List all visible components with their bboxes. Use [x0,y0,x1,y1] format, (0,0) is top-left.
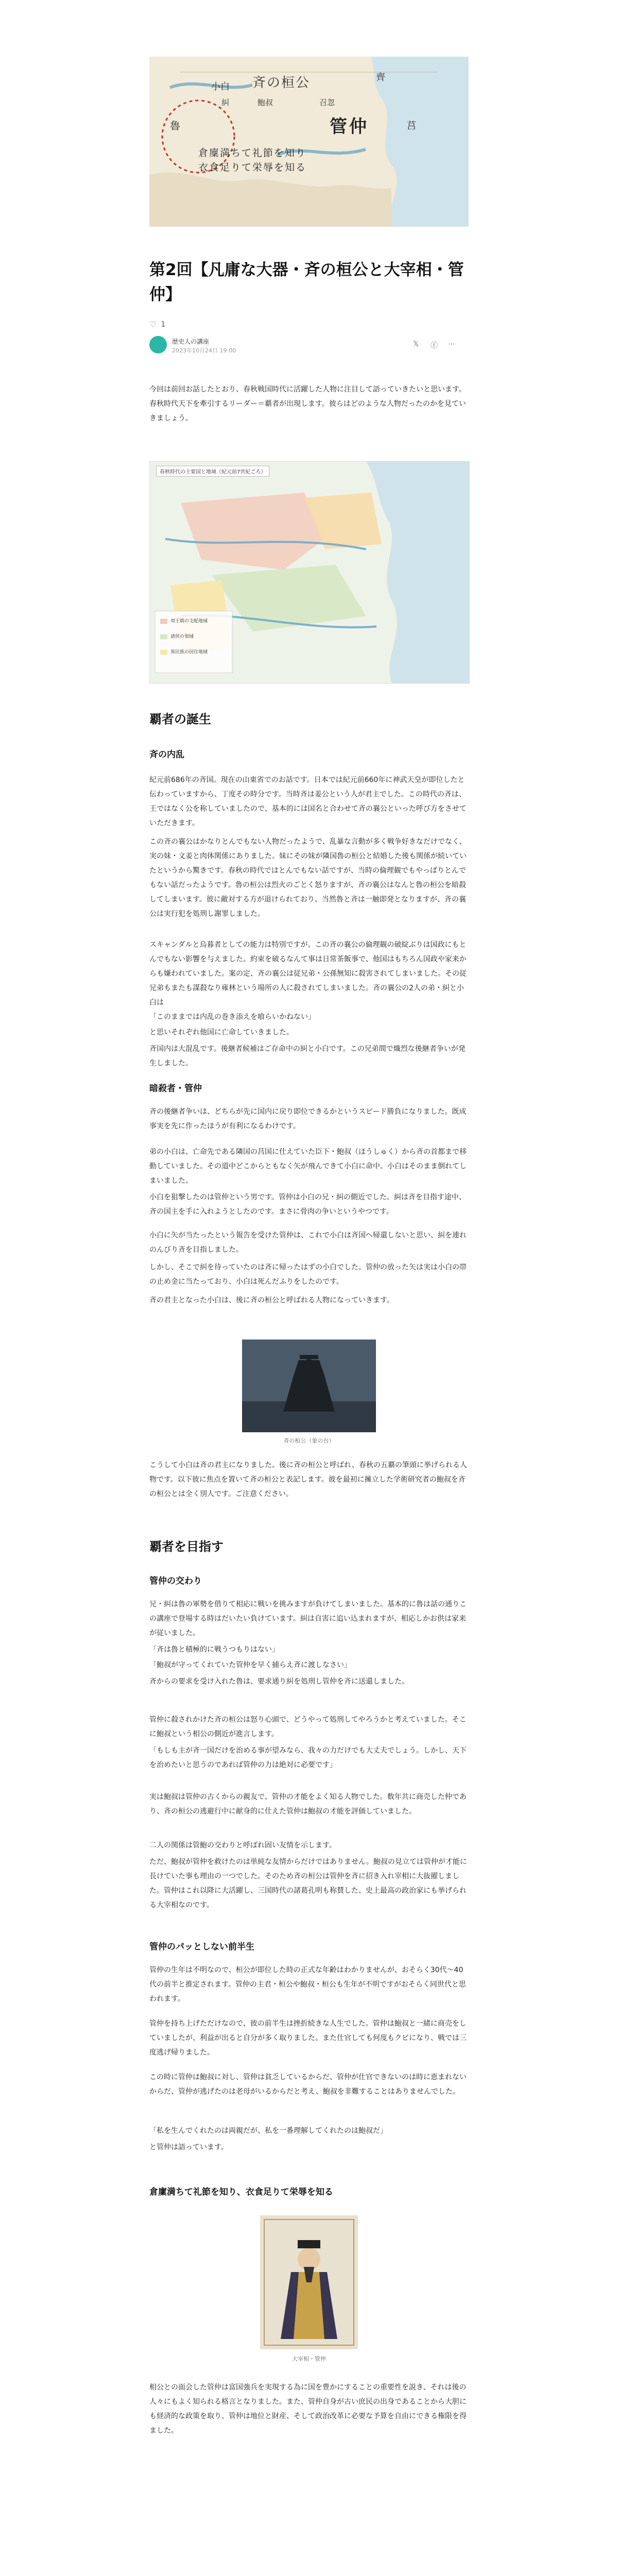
paragraph: 弟の小白は、亡命先である隣国の莒国に仕えていた臣下・鮑叔（ほうしゅく）から斉の首都まで移動していました。その道中どこからともなく矢が飛んできて小白に命中。小白はそのまま倒れてしまいました。 [149,1148,467,1185]
statue-caption: 斉の桓公（象の台） [283,1437,335,1444]
paragraph: 斉の後継者争いは、どちらが先に国内に戻り即位できるかというスピード勝負になりました。既成事実を先に作ったほうが有利になるわけです。 [149,1108,467,1130]
quote: 「鮑叔が守ってくれていた管仲を早く捕らえ斉に渡しなさい」 [149,1661,351,1669]
statue-art [242,1340,376,1432]
paragraph: と思いそれぞれ他国に亡命していきました。 [149,1028,294,1037]
portrait-art [260,2215,358,2349]
paragraph: 管仲を持ち上げただけなので、彼の前半生は挫折続きな人生でした。管仲は鮑叔と一緒に商売をしていましたが、利益が出ると自分が多く取りました。また仕官しても何度もクビになり、戦では三度逃げ帰りました。 [149,2020,467,2057]
map-legend-1: 周王朝の支配地域 [170,619,208,624]
more-menu-icon[interactable]: ⋯ [448,340,455,348]
section-title-1: 覇者の誕生 [149,712,211,726]
intro-paragraph: 今回は前回お話したとおり、春秋戦国時代に活躍した人物に注目して語っていきたいと思います。春秋時代天下を牽引するリーダー＝覇者が出現します。彼らはどのような人物だったのかを見ていきましょう。 [149,385,466,422]
paragraph: 斉からの要求を受け入れた魯は、要求通り糾を処刑し管仲を斉に送還しました。 [149,1677,409,1686]
portrait-caption: 大宰相・管仲 [292,2355,326,2362]
section-title-2: 覇者を目指す [149,1539,224,1554]
paragraph: 管仲の生年は不明なので、桓公が即位した時の正式な年齢はわかりませんが、おそらく30代〜40代の前半と推定されます。管仲の主君・桓公や鮑叔・桓公も生年が不明ですがおそらく同世代と思われます。 [149,1966,466,2003]
hero-illustration [149,57,469,227]
avatar[interactable] [149,336,167,353]
paragraph: ただ、鮑叔が管仲を救けたのは単純な友情からだけではありません。鮑叔の見立ては管仲が才能に長けていた事も理由の一つでした。そのため斉の桓公は管仲を斉に招き入れ宰相に大抜擢しました。管仲はこれ以降に大活躍し、三国時代の諸葛孔明も称賛した、史上最高の政治家にも挙げられる大宰相なのです。 [149,1858,467,1909]
paragraph: 斉国内は大混乱です。後継者候補はご存命中の糾と小白です。この兄弟間で熾烈な後継者争いが発生しました。 [149,1045,466,1067]
paragraph: この斉の襄公はかなりとんでもない人物だったようで、乱暴な言動が多く戦争好きなだけでなく、実の妹・文姜と肉体関係にありました。妹にその妹が隣国魯の桓公と結婚した後も関係が続いていたというから驚きです。春秋の時代ではとんでもない話ですが、当時の倫理観でもやっぱりとんでもない話だったようです。魯の桓公は烈火のごとく怒りますが、斉の襄公はなんと魯の桓公を暗殺してしまいます。彼に敵対する方が退けられており、当然魯と斉は一触即発となりますが、斉の襄公は実行犯を処刑し謝罪しました。 [149,838,467,918]
hero-text-kyo: 莒 [407,121,416,131]
paragraph: 小白を狙撃したのは管仲という男です。管仲は小白の兄・糾の側近でした。糾は斉を目指す途中、斉の国主を手に入れようとしたのです。まさに骨肉の争いというやつです。 [149,1193,466,1216]
map-title: 春秋時代の主要国と地域（紀元前7世紀ごろ） [156,466,269,477]
hero-text-sei: 齊 [376,72,385,83]
subheading-3: 管仲の交わり [149,1576,202,1586]
statue-photo [242,1340,376,1432]
quote: 「斉は魯と積極的に戦うつもりはない」 [149,1646,279,1654]
paragraph: しかし、そこで糾を待っていたのは斉に帰ったはずの小白でした。管仲の放った矢は実は小白の帯の止め金に当たっており、小白は死んだふりをしたのです。 [149,1263,467,1286]
map-legend-3: 異民族の居住地域 [170,650,208,655]
quote: 「このままでは内乱の巻き添えを喰らいかねない」 [149,1013,315,1021]
like-count: 1 [161,320,166,329]
paragraph: 斉の君主となった小白は、後に斉の桓公と呼ばれる人物になっていきます。 [149,1296,394,1304]
article-title: 第2回【凡庸な大器・斉の桓公と大宰相・管仲】 [149,261,464,304]
quote: 「もしも主が斉一国だけを治める事が望みなら、我々の力だけでも大丈夫でしょう。しかし、天下を治めたいと思うのであれば管仲の力は絶対に必要です」 [149,1747,467,1769]
publish-date: 2023年10月24日 19:00 [172,347,236,354]
paragraph: と管仲は語っています。 [149,2143,228,2151]
paragraph: スキャンダルと烏暮者としての能力は特別ですが、この斉の襄公の倫理観の破綻ぶりは国政にもとんでもない影響を与えました。約束を破るなんて事は日常茶飯事で、他国はもちろん国政や家来からも嫌われていました。案の定、斉の襄公は従兄弟・公孫無知に殺害されてしまいました。その従兄弟もまたも謀殺なり雍林という場所の人に殺されてしまいました。斉の襄公の2人の弟・糾と小白は [149,941,467,1007]
paragraph: 管仲に殺されかけた斉の桓公は怒り心頭で、どうやって処刑してやろうかと考えていました。そこに鮑叔という相公の側近が進言します。 [149,1716,467,1738]
hero-text-kanchu: 管仲 [330,116,369,137]
subheading-5: 倉廩満ちて礼節を知り、衣食足りて栄辱を知る [149,2187,333,2197]
hero-slogan-line-1: 倉廩満ちて礼節を知り [198,147,306,159]
paragraph: 二人の関係は管鮑の交わりと呼ばれ固い友情を示します。 [149,1841,336,1850]
paragraph: 実は鮑叔は管仲の古くからの親友で、管仲の才能をよく知る人物でした。数年共に商売した仲であり、斉の桓公の逃避行中に献身的に仕えた管仲は鮑叔の才能を評価していました。 [149,1793,467,1816]
hero-text-ro: 魯 [170,120,180,132]
paragraph: この時に管仲は鮑叔に対し、管仲は貧乏しているからだ、管仲が仕官できないのは時に恵まれないからだ、管仲が逃げたのは老母がいるからだと考え、鮑叔を非難することはありませんでした。 [149,2073,467,2096]
hero-text-shokotsu: 召忽 [319,98,335,107]
subheading-1: 斉の内乱 [149,750,184,760]
hero-text-kanko: 斉の桓公 [252,75,311,91]
quote: 「私を生んでくれたのは両親だが、私を一番理解してくれたのは鮑叔だ」 [149,2127,387,2135]
x-share-icon[interactable]: 𝕏 [413,340,419,348]
subheading-2: 暗殺者・管仲 [149,1083,202,1094]
paragraph: 兄・糾は魯の軍勢を借りて相応に戦いを挑みますが負けてしまいました。基本的に魯は話の通りこの講座で登場する時はだいたい負けています。糾は自害に追い込まれますが、相応しかお供は家来が従いました。 [149,1600,467,1637]
hero-text-kei: 小白 [211,81,230,92]
hero-slogan-line-2: 衣食足りて栄辱を知る [198,162,307,173]
author-row [149,335,469,355]
author-name[interactable]: 歴史人の講座 [172,338,210,345]
subheading-4: 管仲のパッとしない前半生 [149,1942,254,1952]
paragraph: こうして小白は斉の君主になりました。後に斉の桓公と呼ばれ、春秋の五覇の筆頭に挙げられる人物です。以下彼に焦点を置いて斉の桓公と表記します。彼を最初に擁立した学術研究者の鮑叔を斉の桓公とは全く別人です。ご注意ください。 [149,1461,467,1498]
paragraph: 紀元前686年の斉国。現在の山東省でのお話です。日本では紀元前660年に神武天皇が即位したと伝わっていますから、丁度その時分です。当時斉は姜公という人が君主でした。この時代の斉は、王ではなく公を称していましたので、基本的には国名と合わせて斉の襄公といった呼び方をさせていただきます。 [149,776,467,827]
hero-text-hoshuku: 鮑叔 [258,98,273,107]
like-area [149,319,165,329]
kanchu-portrait [260,2215,358,2349]
hero-text-kyu: 糾 [221,98,230,107]
map-image [149,461,470,684]
heart-icon[interactable]: ♡ [149,319,157,329]
map-legend-2: 諸侯の領域 [170,634,194,639]
paragraph: 相公との面会した管仲は富国強兵を実現する為に国を豊かにすることの重要性を説き、それは後の人々にもよく知られる格言となりました。また、管仲自身が古い庶民の出身であることから大胆にも経済的な政策を取り、管仲は地位と財産、そして政治改革に必要な予算を自由にできる権限を得ました。 [149,2383,467,2435]
paragraph: 小白に矢が当たったという報告を受けた管仲は、これで小白は斉国へ帰還しないと思い、糾を連れのんびり斉を目指しました。 [149,1231,467,1254]
facebook-icon[interactable]: ⓕ [431,342,438,350]
